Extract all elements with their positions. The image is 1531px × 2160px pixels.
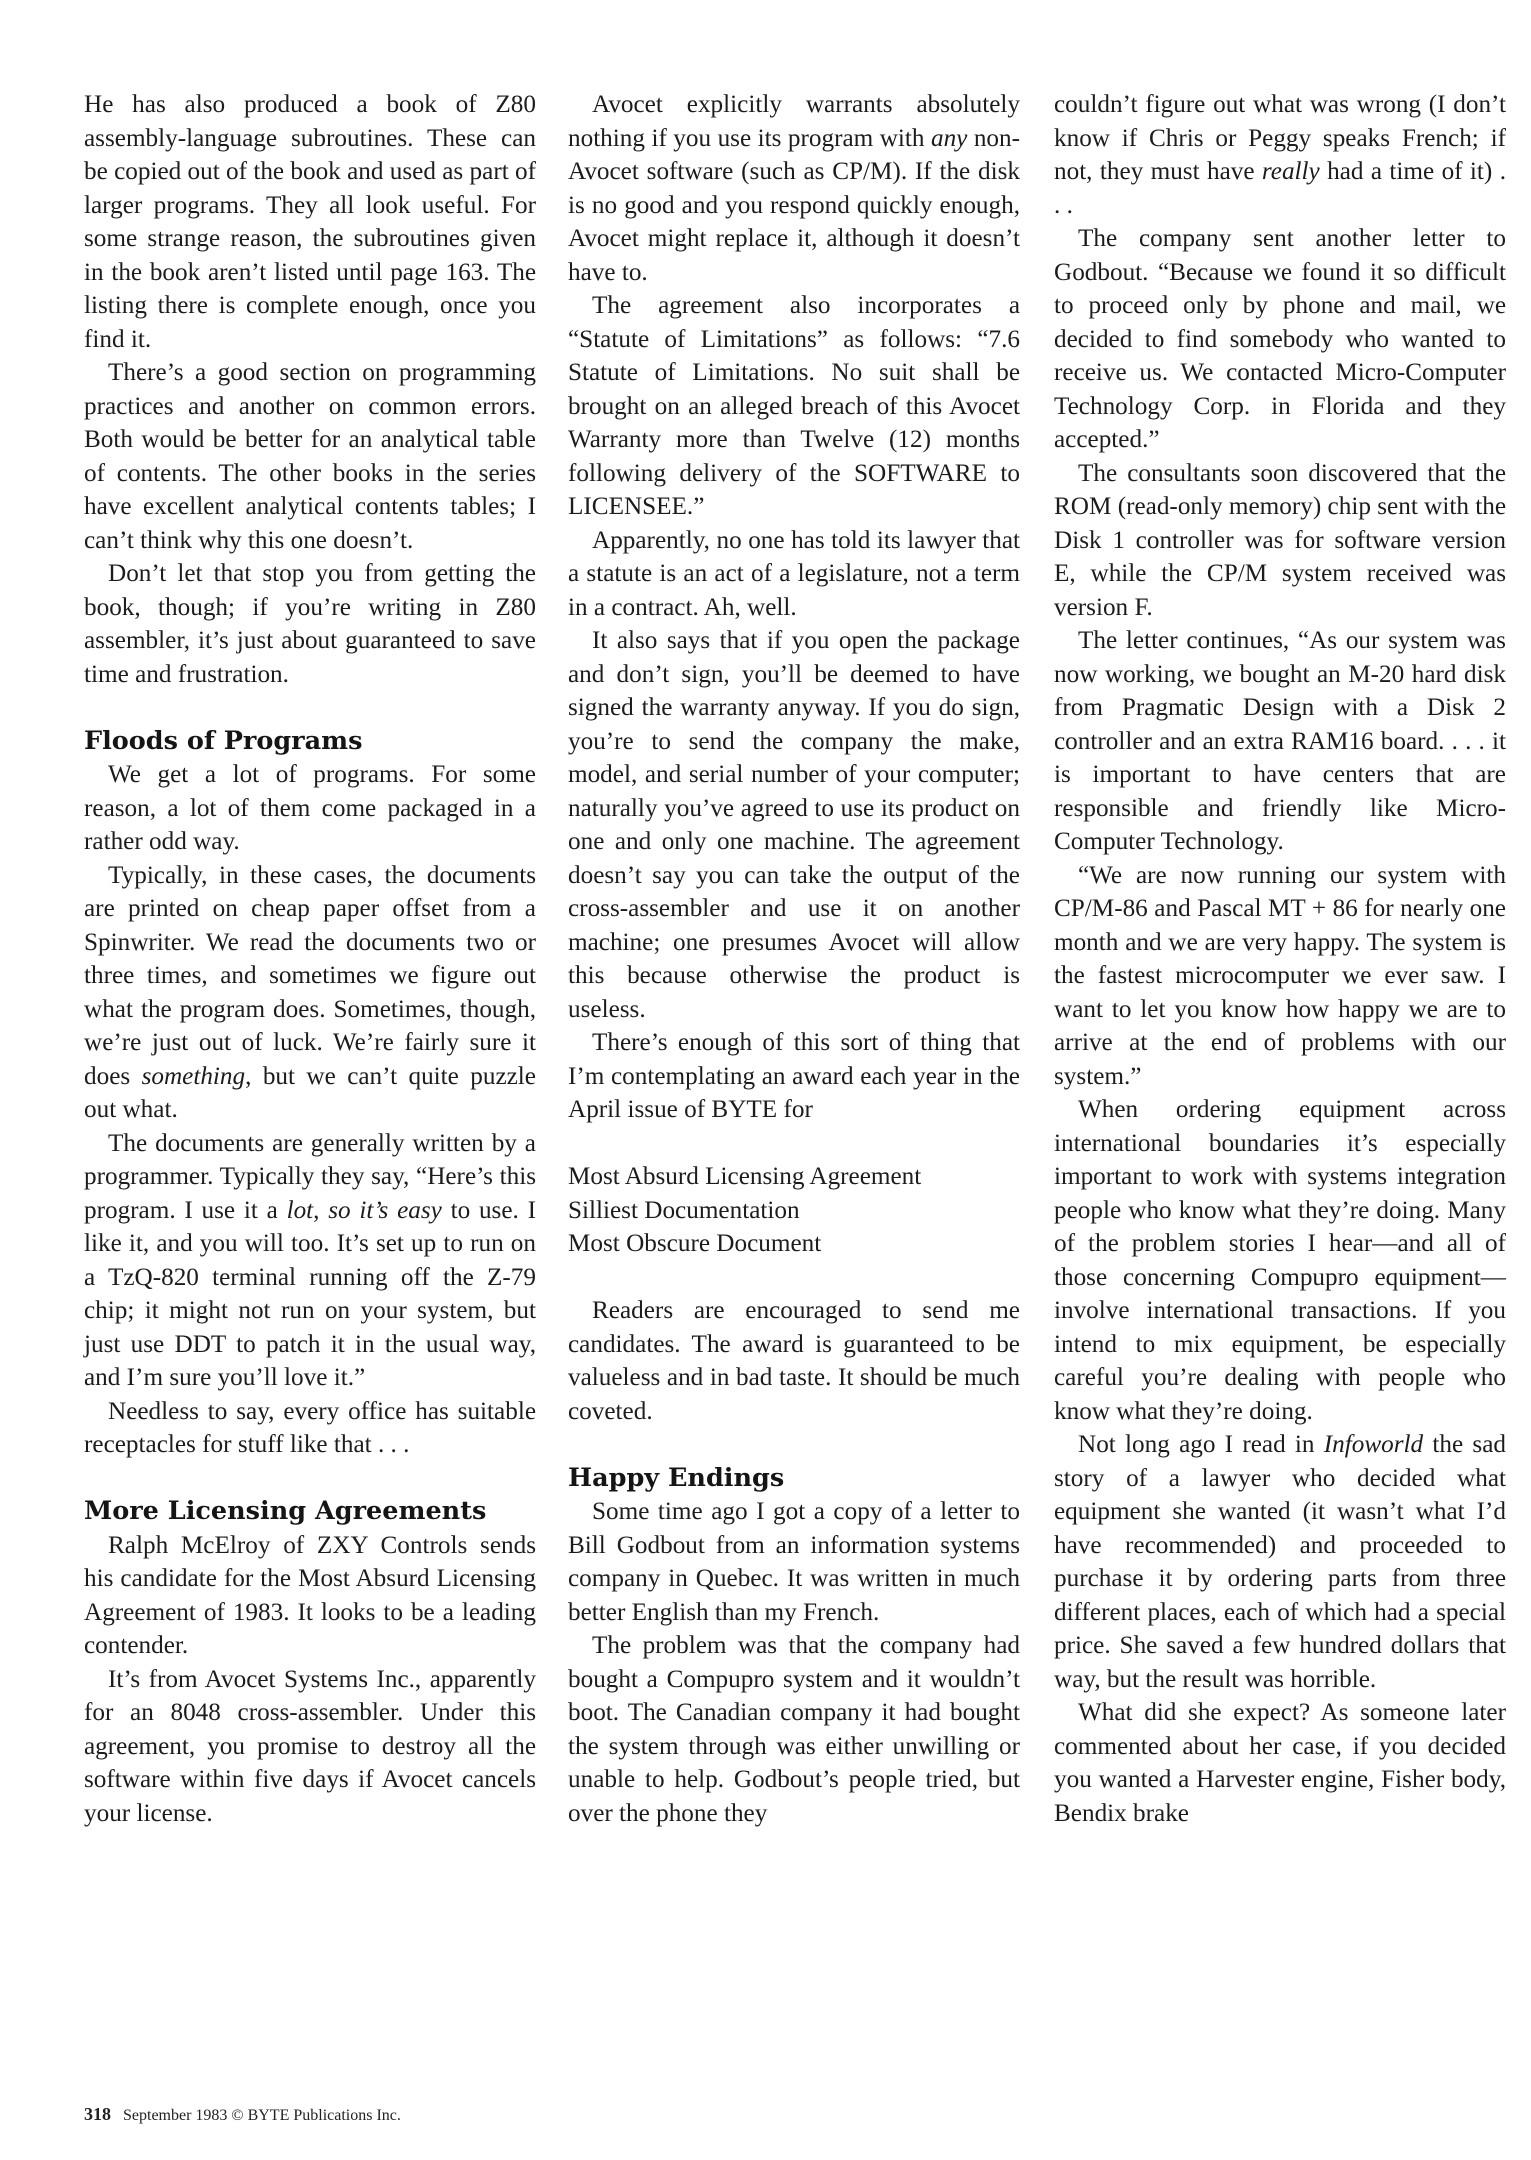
award-list [568,1160,1020,1261]
paragraph: Needless to say, every office has suitable receptacles for stuff like that . . . [84,1397,536,1458]
paragraph: He has also produced a book of Z80 assembly-language subroutines. These can be copied out of the book and used as part of larger programs. They all look useful. For some strange reason, the subroutines given in the book aren’t listed until page 163. The listing there is complete enough, once you find it. [84,91,536,353]
text-run: had a time of it) . . . [1054,158,1506,219]
emphasis: any [930,124,968,152]
text-run: Not long ago I read in [1078,1431,1324,1458]
text-run: the sad story of a lawyer who decided what equipment she wanted (it wasn’t what I’d have recommended) and proceeded to purchase it by ordering parts from three different places, each of which had a special price. She saved a few hundred dollars that way, but the result was horrible. [1054,1431,1506,1693]
award-list-item: Silliest Documentation [568,1196,800,1224]
paragraph: “We are now running our system with CP/M-86 and Pascal MT + 86 for nearly one month and we are very happy. The system is the fastest microcomputer we ever saw. I want to let you know how happy we are to arrive at the end of problems with our system.” [1054,861,1506,1090]
paragraph [1054,1428,1506,1696]
paragraph: Don’t let that stop you from getting the book, though; if you’re writing in Z80 assembler, it’s just about guaranteed to save time and frustration. [84,560,536,688]
award-list-item: Most Absurd Licensing Agreement [568,1163,922,1190]
paragraph: Some time ago I got a copy of a letter to Bill Godbout from an information systems company in Quebec. It was written in much better English than my French. [568,1498,1020,1626]
paragraph: The letter continues, “As our system was now working, we bought an M-20 hard disk from Pragmatic Design with a Disk 2 controller and an extra RAM16 board. . . . it is important to have centers that are responsible and friendly like Micro-Computer Technology. [1054,627,1506,855]
text-run: The documents are generally written by a programmer. Typically they say, “Here’s this program. I use it a [84,1129,536,1224]
paragraph: The agreement also incorporates a “Statute of Limitations” as follows: “7.6 Statute of Limitations. No suit shall be brought on an alleged breach of this Avocet Warranty more than Twelve (12) months following delivery of the SOFTWARE to LICENSEE.” [568,292,1020,520]
section-heading: More Licensing Agreements [84,1496,487,1526]
award-list-item: Most Obscure Document [568,1230,822,1257]
text-run: couldn’t figure out what was wrong (I don’t know if Chris or Peggy speaks French; if not, they must have [1054,91,1506,185]
section-heading: Happy Endings [568,1462,785,1493]
emphasis: really [1261,158,1320,185]
text-run: Avocet explicitly warrants absolutely nothing if you use its program with [568,91,1020,152]
paragraph: The problem was that the company had bought a Compupro system and it wouldn’t boot. The Canadian company it had bought the system through was either unwilling or unable to help. Godbout’s people tried, but over the phone they [568,1632,1020,1827]
text-column-3 [1054,88,1506,1830]
paragraph: There’s a good section on programming practices and another on common errors. Both would be better for an analytical table of contents. The other books in the series have excellent analytical contents tables; I can’t think why this one doesn’t. [84,359,536,554]
section-heading: Floods of Programs [84,725,363,756]
page-number: 318 [84,2104,111,2124]
emphasis: lot, so it’s easy [286,1196,442,1224]
paragraph: Apparently, no one has told its lawyer that a statute is an act of a legislature, not a term in a contract. Ah, well. [568,526,1020,621]
paragraph: When ordering equipment across international boundaries it’s especially important to work with systems integration people who know what they’re doing. Many of the problem stories I hear—and all of those concerning Compupro equipment—involve international transactions. If you intend to mix equipment, be especially careful you’re dealing with people who know what they’re doing. [1054,1096,1506,1425]
paragraph [568,88,1020,289]
paragraph: We get a lot of programs. For some reason, a lot of them come packaged in a rather odd way. [84,761,536,855]
paragraph: Ralph McElroy of ZXY Controls sends his candidate for the Most Absurd Licensing Agreement of 1983. It looks to be a leading contender. [84,1531,536,1659]
paragraph: Readers are encouraged to send me candidates. The award is guaranteed to be valueless and in bad taste. It should be much coveted. [568,1297,1020,1425]
paragraph: It’s from Avocet Systems Inc., apparently for an 8048 cross-assembler. Under this agreement, you promise to destroy all the software within five days if Avocet cancels your license. [84,1665,536,1827]
text-column-1 [84,88,536,1830]
footer-credit: September 1983 © BYTE Publications Inc. [123,2107,401,2124]
text-run: Typically, in these cases, the documents are printed on cheap paper offset from a Spinwriter. We read the documents two or three times, and sometimes we figure out what the program does. Sometimes, though, we’re just out of luck. We’re fairly sure it does [84,861,536,1090]
paragraph: The company sent another letter to Godbout. “Because we found it so difficult to proceed only by phone and mail, we decided to find somebody who wanted to receive us. We contacted Micro-Computer Technology Corp. in Florida and they accepted.” [1054,225,1506,453]
paragraph [84,1127,536,1395]
text-run: to use. I like it, and you will too. It’s set up to run on a TzQ-820 terminal running off the Z-79 chip; it might not run on your system, but just use DDT to patch it in the usual way, and I’m sure you’ll love it.” [84,1196,536,1391]
paragraph: There’s enough of this sort of thing that I’m contemplating an award each year in the April issue of BYTE for [568,1029,1020,1123]
text-run: non-Avocet software (such as CP/M). If the disk is no good and you respond quickly enough, Avocet might replace it, although it doesn’t have to. [568,124,1020,286]
paragraph [1054,88,1506,222]
paragraph: The consultants soon discovered that the ROM (read-only memory) chip sent with the Disk 1 controller was for software version E, while the CP/M system received was version F. [1054,459,1506,621]
text-column-2 [568,88,1020,1830]
emphasis: Infoworld [1323,1431,1424,1458]
text-run: , but we can’t quite puzzle out what. [84,1062,536,1123]
page-footer [84,2104,401,2125]
paragraph: What did she expect? As someone later commented about her case, if you decided you wanted a Harvester engine, Fisher body, Bendix brake [1054,1699,1506,1827]
paragraph: It also says that if you open the package and don’t sign, you’ll be deemed to have signed the warranty anyway. If you do sign, you’re to send the company the make, model, and serial number of your computer; naturally you’ve agreed to use its product on one and only one machine. The agreement doesn’t say you can take the output of the cross-assembler and use it on another machine; one presumes Avocet will allow this because otherwise the product is useless. [568,627,1020,1023]
paragraph [84,859,536,1127]
emphasis: something [141,1062,246,1090]
